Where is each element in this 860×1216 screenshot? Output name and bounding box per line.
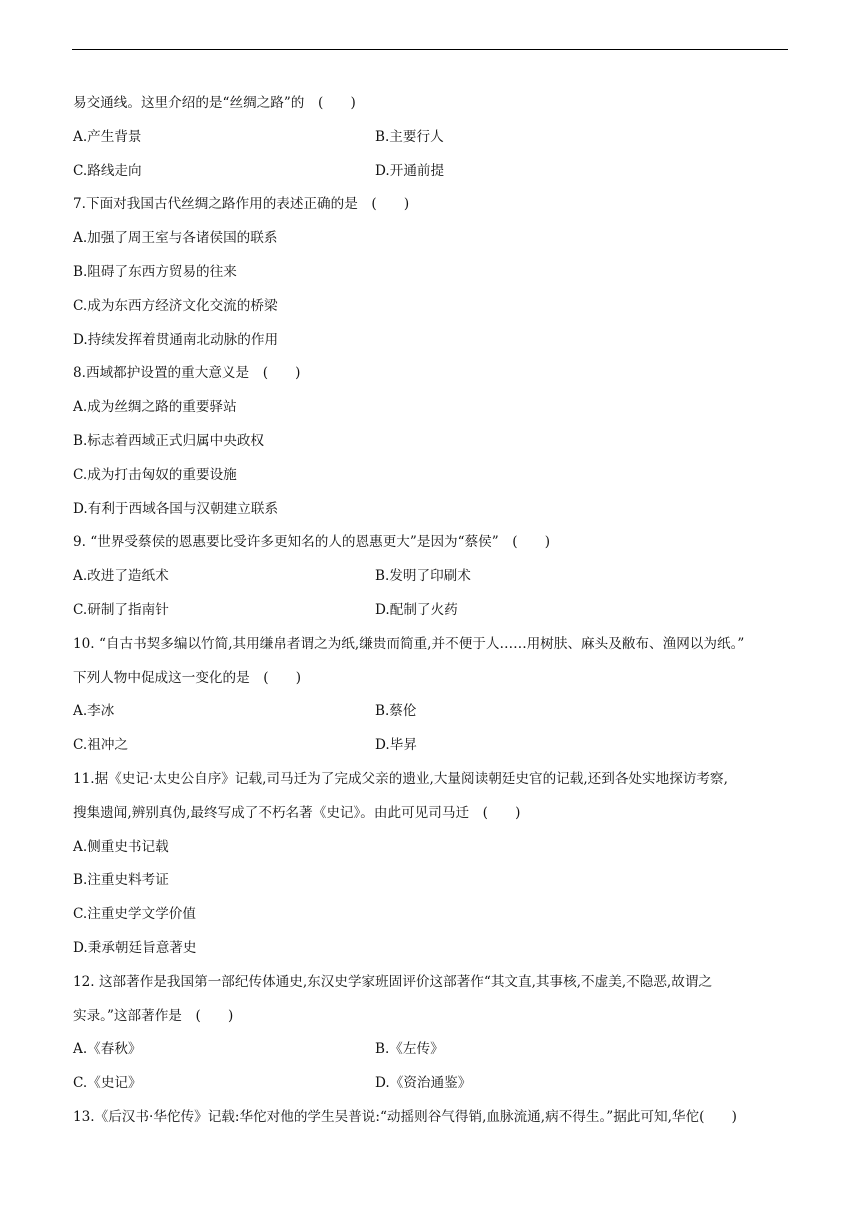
option-c: C.成为打击匈奴的重要设施 [73,466,237,483]
option-a: A.改进了造纸术 [73,568,169,585]
option-b: B.标志着西域正式归属中央政权 [73,432,265,449]
question-6-options-row-2 [73,155,789,189]
option-b: B.蔡伦 [375,703,417,720]
question-9-stem: 9. “世界受蔡侯的恩惠要比受许多更知名的人的恩惠更大”是因为“蔡侯” ( ) [73,534,551,551]
option-c: C.祖冲之 [73,737,129,754]
option-c: C.研制了指南针 [73,601,169,618]
question-11-stem-line-1: 11.据《史记·太史公自序》记载,司马迁为了完成父亲的遗业,大量阅读朝廷史官的记载,还到各处实地探访考察, [73,770,728,787]
option-a: A.《春秋》 [73,1041,142,1058]
question-9-options-row-1 [73,560,789,594]
exam-page-content [73,87,789,1135]
option-d: D.秉承朝廷旨意著史 [73,939,197,956]
question-10-options-row-1 [73,695,789,729]
option-a: A.李冰 [73,703,115,720]
option-c: C.成为东西方经济文化交流的桥梁 [73,297,278,314]
option-b: B.注重史料考证 [73,872,169,889]
option-a: A.成为丝绸之路的重要驿站 [73,399,237,416]
question-10-options-row-2 [73,729,789,763]
option-c: C.路线走向 [73,162,142,179]
option-c: C.《史记》 [73,1075,142,1092]
question-7-stem: 7.下面对我国古代丝绸之路作用的表述正确的是 ( ) [73,196,410,213]
option-b: B.《左传》 [375,1041,444,1058]
question-9-options-row-2 [73,594,789,628]
option-d: D.配制了火药 [375,601,458,618]
question-11-stem-line-2: 搜集遗闻,辨别真伪,最终写成了不朽名著《史记》。由此可见司马迁 ( ) [73,804,521,821]
option-d: D.毕昇 [375,737,417,754]
question-6-options-row-1 [73,121,789,155]
option-b: B.主要行人 [375,128,444,145]
option-a: A.侧重史书记载 [73,838,169,855]
option-b: B.发明了印刷术 [375,568,471,585]
option-d: D.有利于西域各国与汉朝建立联系 [73,500,279,517]
option-c: C.注重史学文学价值 [73,906,196,923]
question-13-stem: 13.《后汉书·华佗传》记载:华佗对他的学生吴普说:“动摇则谷气得销,血脉流通,病不得生。”据此可知,华佗( ) [73,1108,737,1125]
question-12-options-row-1 [73,1033,789,1067]
header-rule [72,49,788,50]
question-12-stem-line-1: 12. 这部著作是我国第一部纪传体通史,东汉史学家班固评价这部著作“其文直,其事核,不虚美,不隐恶,故谓之 [73,973,713,990]
question-12-stem-line-2: 实录。”这部著作是 ( ) [73,1007,234,1024]
option-d: D.开通前提 [375,162,445,179]
question-10-stem-line-2: 下列人物中促成这一变化的是 ( ) [73,669,302,686]
question-10-stem-line-1: 10. “自古书契多编以竹简,其用缣帛者谓之为纸,缣贵而简重,并不便于人……用树肤、麻头及敝布、渔网以为纸。” [73,635,745,652]
option-a: A.产生背景 [73,128,142,145]
option-d: D.《资治通鉴》 [375,1075,472,1092]
option-b: B.阻碍了东西方贸易的往来 [73,263,237,280]
question-8-stem: 8.西域都护设置的重大意义是 ( ) [73,365,301,382]
question-6-stem-tail: 易交通线。这里介绍的是“丝绸之路”的 ( ) [73,95,356,111]
option-d: D.持续发挥着贯通南北动脉的作用 [73,331,279,348]
question-12-options-row-2 [73,1067,789,1101]
option-a: A.加强了周王室与各诸侯国的联系 [73,230,278,247]
